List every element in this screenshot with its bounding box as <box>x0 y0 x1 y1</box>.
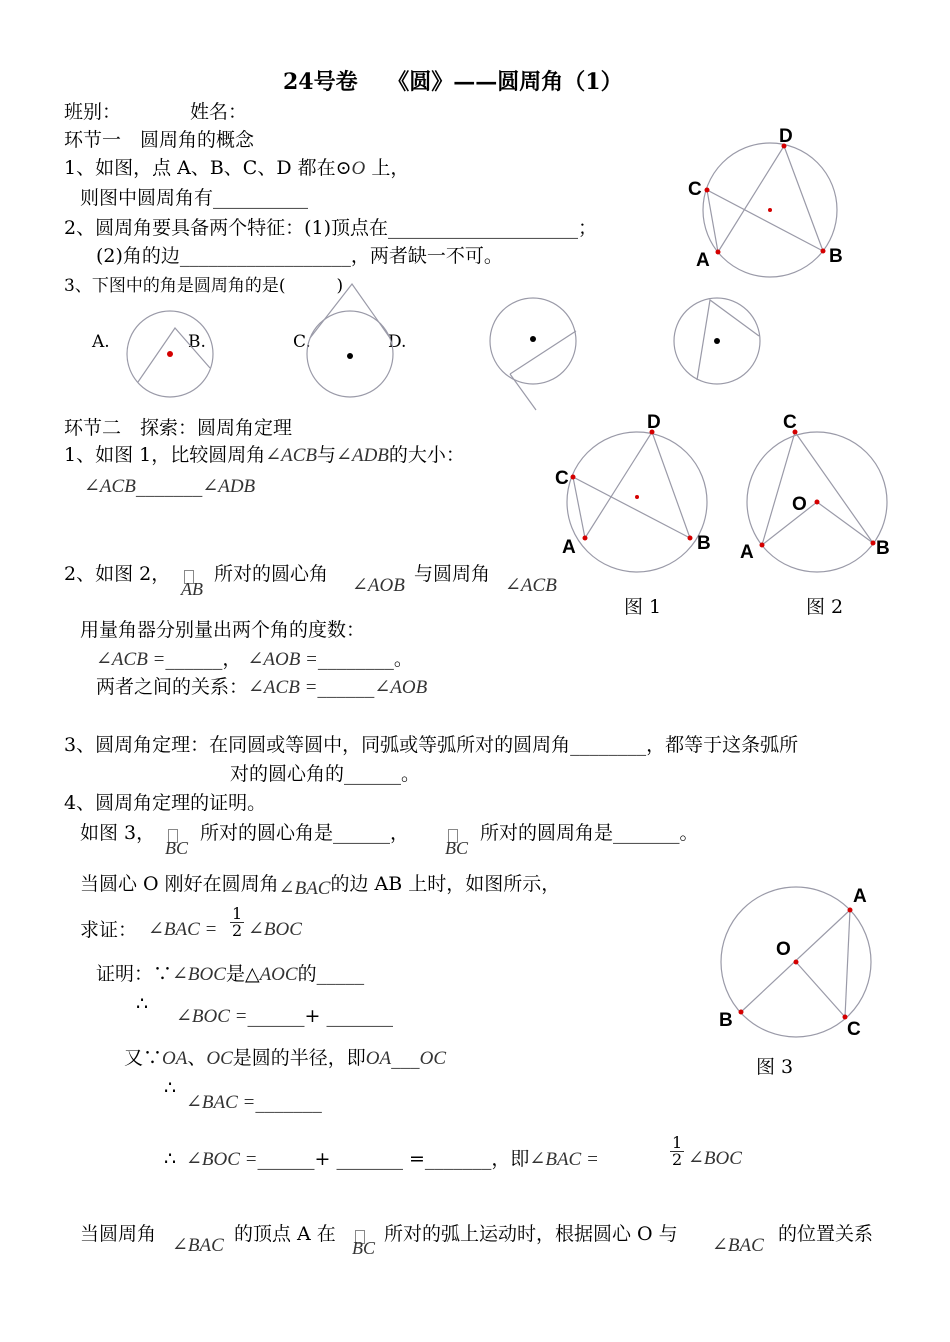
point <box>688 536 693 541</box>
label-b: B <box>829 246 843 267</box>
label-a: A <box>696 250 710 271</box>
point <box>739 1010 744 1015</box>
s1-q2b: (2)角的边__________________，两者缺一不可。 <box>96 245 503 267</box>
proof-line1: 证明：∵∠BOC是△AOC的_____ <box>96 963 365 985</box>
center-point <box>167 351 173 357</box>
s2-q4: 4、圆周角定理的证明。 <box>64 792 267 814</box>
circle-fig1 <box>567 432 707 572</box>
option-c: C. <box>293 332 311 352</box>
s1-q3: 3、下图中的角是圆周角的是( ) <box>64 276 344 296</box>
label-c: C <box>688 179 702 200</box>
fraction-half: $\frac{1}{2}$ <box>232 904 243 940</box>
label-b-fig1: B <box>697 533 711 554</box>
section1-heading: 环节一 圆周角的概念 <box>64 129 255 151</box>
proof-line4: ∠BAC =_______ <box>186 1091 322 1113</box>
label-o-fig2: O <box>792 494 807 515</box>
last-line: 当圆周角 <box>80 1223 157 1245</box>
point <box>583 536 588 541</box>
line-option-c-1 <box>510 374 536 410</box>
class-label: 班别： <box>64 101 122 123</box>
s2-q1: 1、如图 1，比较圆周角∠ACB与∠ADB的大小： <box>64 444 465 466</box>
name-label: 姓名： <box>190 101 248 123</box>
center-point <box>635 495 639 499</box>
s2-q3b: 对的圆心角的______。 <box>230 763 421 785</box>
arc-ab: AB <box>181 579 203 599</box>
prove-boc: ∠BOC <box>248 919 302 940</box>
last-bac: ∠BAC <box>172 1235 224 1256</box>
point <box>571 475 576 480</box>
center-point <box>768 208 772 212</box>
radius-oc-fig3 <box>796 962 845 1017</box>
angle-acb: ∠ACB <box>505 575 557 596</box>
option-a: A. <box>92 332 110 352</box>
point <box>705 188 710 193</box>
therefore-2: ∴ <box>164 1077 177 1099</box>
angle-option-a <box>138 328 210 382</box>
center-point <box>815 500 820 505</box>
point <box>716 250 721 255</box>
label-b-fig3: B <box>719 1010 733 1031</box>
last-line-b: 的顶点 A 在 <box>234 1223 336 1245</box>
fraction-half-2: $\frac{1}{2}$ <box>672 1133 683 1169</box>
s2-q1-compare: ∠ACB_______∠ADB <box>84 475 256 497</box>
point <box>871 541 876 546</box>
angle-adb-fig1 <box>585 432 690 538</box>
s2-q4b: 所对的圆心角是______， <box>200 822 410 844</box>
label-o-fig3: O <box>776 939 791 960</box>
therefore-1: ∴ <box>136 993 149 1015</box>
label-d: D <box>779 126 793 147</box>
chord-ac-fig3 <box>845 910 850 1017</box>
section2-heading: 环节二 探索：圆周角定理 <box>64 417 293 439</box>
arc-bc: BC <box>445 838 469 858</box>
page-title: 24号卷 《圆》——圆周角（1） <box>283 69 623 95</box>
s2-q3: 3、圆周角定理：在同圆或等圆中，同弧或等弧所对的圆周角________，都等于这条弧所 <box>64 734 799 756</box>
s2-q4a: 如图 3， <box>80 822 156 844</box>
arc-bc-last: BC <box>352 1238 376 1258</box>
s2-q2-text2: 与圆周角 <box>414 563 491 585</box>
label-c-fig2: C <box>783 412 797 433</box>
label-b-fig2: B <box>876 538 890 559</box>
therefore-3: ∴ <box>164 1148 177 1170</box>
proof-line2: ∠BOC =______+ _______ <box>176 1005 393 1027</box>
case1: 当圆心 O 刚好在圆周角∠BAC的边 AB 上时，如图所示， <box>80 873 561 899</box>
angle-adb-top <box>718 146 823 252</box>
center-point <box>530 336 536 342</box>
s1-q1-blank: 则图中圆周角有__________ <box>80 187 309 209</box>
s2-q2-relation: 两者之间的关系：∠ACB =______∠AOB <box>96 676 428 698</box>
point <box>760 543 765 548</box>
s2-q2-values: ∠ACB =______， ∠AOB =________。 <box>96 648 413 670</box>
s2-q2-text: 所对的圆心角 <box>214 563 329 585</box>
prove-eq: ∠BAC = <box>148 919 218 940</box>
label-a-fig3: A <box>853 886 867 907</box>
last-bac2: ∠BAC <box>712 1235 764 1256</box>
prove-label: 求证： <box>80 919 138 941</box>
proof-line5: ∠BOC =______+ _______ =_______，即∠BAC = <box>186 1148 599 1170</box>
caption-fig3: 图 3 <box>756 1056 794 1078</box>
label-c-fig1: C <box>555 468 569 489</box>
caption-fig1: 图 1 <box>624 596 662 618</box>
point <box>821 249 826 254</box>
point <box>848 908 853 913</box>
last-line-d: 的位置关系 <box>778 1223 874 1245</box>
s2-q2: 2、如图 2， <box>64 563 171 585</box>
center-point <box>794 960 799 965</box>
angle-aob: ∠AOB <box>352 575 405 596</box>
s1-q1: 1、如图，点 A、B、C、D 都在⊙O 上， <box>64 157 410 179</box>
center-point <box>347 353 353 359</box>
arc-bc: BC <box>165 838 189 858</box>
option-b: B. <box>188 332 206 352</box>
center-point <box>714 338 720 344</box>
last-line-c: 所对的弧上运动时，根据圆心 O 与 <box>384 1223 678 1245</box>
option-d: D. <box>388 332 407 352</box>
proof-line3: 又∵OA、OC是圆的半径，即OA___OC <box>124 1047 447 1069</box>
angle-aob-fig2 <box>762 502 873 545</box>
s2-q2-measure: 用量角器分别量出两个角的度数： <box>80 619 366 641</box>
label-d-fig1: D <box>647 412 661 433</box>
angle-acb-fig2 <box>762 432 873 545</box>
s2-q4c: 所对的圆周角是_______。 <box>480 822 699 844</box>
proof-boc: ∠BOC <box>688 1148 742 1169</box>
label-a-fig2: A <box>740 542 754 563</box>
label-a-fig1: A <box>562 537 576 558</box>
s1-q2: 2、圆周角要具备两个特征：(1)顶点在____________________； <box>64 217 598 239</box>
label-c-fig3: C <box>847 1019 861 1040</box>
caption-fig2: 图 2 <box>806 596 844 618</box>
